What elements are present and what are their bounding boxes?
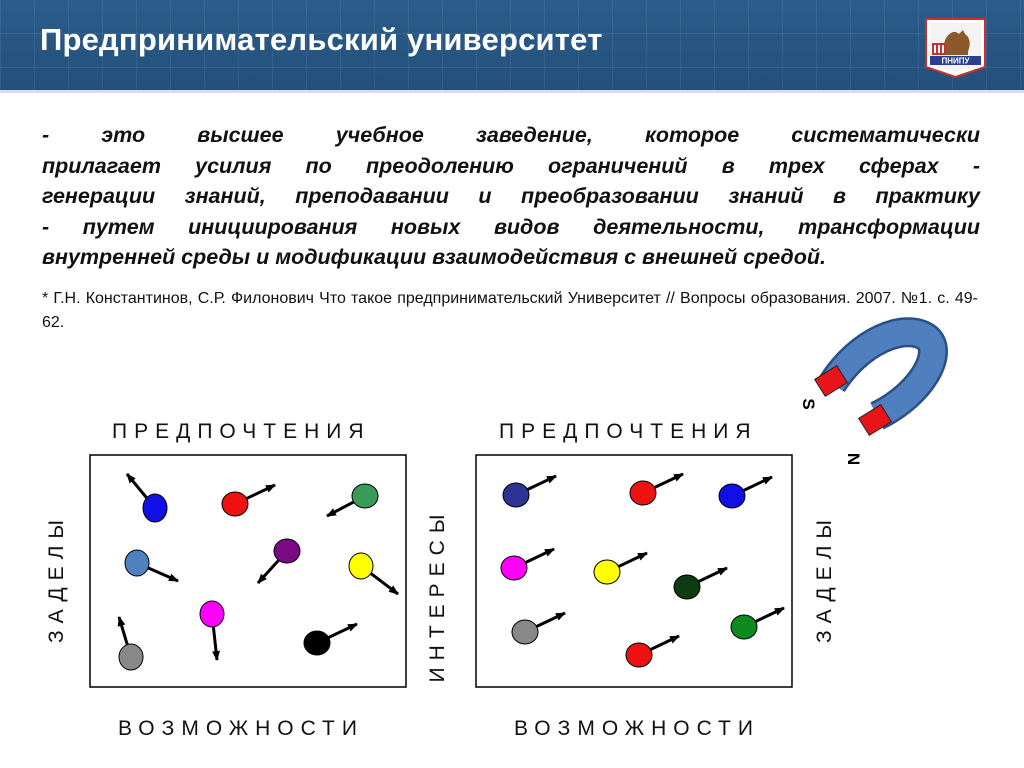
particle-gray [512,620,538,644]
particle-black [304,631,330,655]
particle-red [222,492,248,516]
logo-text: ПНИПУ [941,56,970,66]
particle-magenta [200,601,224,627]
particle-red [630,481,656,505]
footnote-citation: * Г.Н. Константинов, С.Р. Филонович Что такое предпринимательский Университет // Вопросы образования. 2007. №1. с. 49-62. [42,290,978,331]
particle-gray [119,644,143,670]
definition-line-5: внутренней среды и модификации взаимодействия с внешней средой. [42,245,826,269]
particle-purple [274,539,300,563]
left-particle-group [119,474,398,670]
particle-yellow [349,553,373,579]
particle-yellow [594,560,620,584]
right-particle-group [501,474,784,667]
definition-line-1: - это высшее учебное заведение, которое систематически [42,123,980,147]
horseshoe-magnet-icon [799,332,933,465]
magnet-s-label: S [799,398,818,410]
particle-red [626,643,652,667]
particle-magenta [501,556,527,580]
particle-green [352,484,378,508]
particle-blue [143,494,167,522]
particle-navy [503,483,529,507]
left-side-label: ЗАДЕЛЫ [45,513,68,643]
definition-line-2: прилагает усилия по преодолению ограничений в трех сферах - [42,153,980,178]
particle-steel-blue [125,550,149,576]
right-side-label: ЗАДЕЛЫ [813,513,836,643]
left-bottom-label: ВОЗМОЖНОСТИ [118,717,364,740]
definition-line-4: - путем инициирования новых видов деятельности, трансформации [42,214,980,239]
definition-line-3: генерации знаний, преподавании и преобразовании знаний в практику [42,184,980,208]
middle-side-label: ИНТЕРЕСЫ [426,507,449,683]
right-bottom-label: ВОЗМОЖНОСТИ [514,717,760,740]
right-top-label: ПРЕДПОЧТЕНИЯ [499,420,758,443]
particle-blue [719,484,745,508]
particle-green [731,615,757,639]
page-title: Предпринимательский университет [40,22,603,57]
magnet-n-label: N [844,452,863,466]
particle-dark-green [674,575,700,599]
left-top-label: ПРЕДПОЧТЕНИЯ [112,420,371,443]
